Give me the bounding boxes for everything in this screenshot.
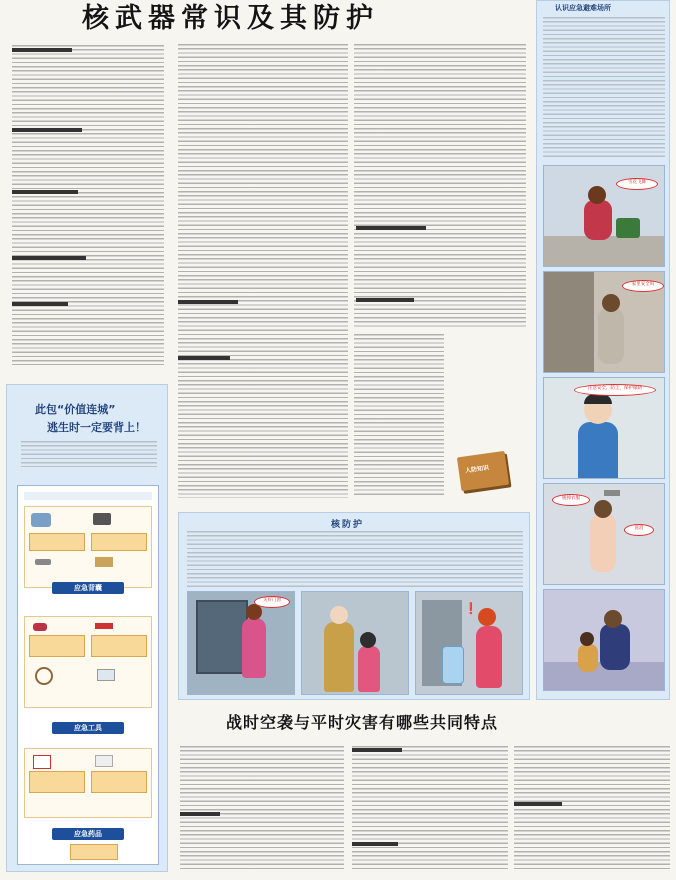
child-head [360, 632, 376, 648]
person-figure [578, 422, 618, 479]
cartoon-drinking-water [415, 591, 523, 695]
whistle-icon [33, 623, 47, 631]
article-text [12, 45, 164, 365]
subheading-bar [12, 256, 86, 260]
adult-head [330, 606, 348, 624]
subheading-bar [180, 812, 220, 816]
right-column-box [536, 0, 670, 700]
book-label: 人防知识 [464, 464, 490, 475]
person-head [602, 294, 620, 312]
bottom-col-3-text [514, 746, 670, 872]
item-callout [29, 635, 85, 657]
subheading-bar [178, 356, 230, 360]
center-col-2-text [354, 44, 526, 328]
box-intro-text [21, 441, 157, 467]
speech-bubble: 关好门窗 [254, 596, 290, 608]
cartoon-wearing-mask [301, 591, 409, 695]
item-callout [91, 533, 147, 551]
center-col-2-lower-text [354, 334, 444, 498]
nuclear-protection-panel [178, 512, 530, 700]
floor-shape [544, 236, 665, 267]
child-figure [578, 644, 598, 672]
cartoon-man-goggles [543, 377, 665, 479]
book-illustration [455, 448, 513, 494]
box-headline-2: 逃生时一定要背上！ [47, 421, 146, 434]
person-figure [598, 308, 624, 364]
person-figure [590, 514, 616, 572]
subheading-bar [12, 128, 82, 132]
person-figure [242, 618, 266, 678]
knife-icon [95, 623, 113, 629]
banner-medicine: 应急药品 [52, 828, 124, 840]
item-group-2 [24, 616, 152, 708]
blanket-icon [95, 557, 113, 567]
person-figure [584, 200, 612, 240]
subheading-bar [356, 226, 426, 230]
banner-tools: 应急工具 [52, 722, 124, 734]
emergency-bag-box [6, 384, 168, 872]
bottom-col-1-text [180, 746, 344, 872]
banner-bag: 应急背囊 [52, 582, 124, 594]
mask-icon [97, 669, 115, 681]
child-figure [358, 646, 380, 692]
left-text-column [6, 42, 166, 372]
right-column-title: 认识应急避难场所 [555, 4, 611, 12]
subheading-bar [12, 190, 78, 194]
adult-figure [600, 624, 630, 670]
bag-illustration-frame [17, 485, 159, 865]
cartoon-family-sheltering [543, 589, 665, 691]
adult-head [604, 610, 622, 628]
speech-bubble: 雪花飞舞 [616, 178, 658, 190]
item-callout [91, 771, 147, 793]
medicine-icon [33, 755, 51, 769]
shower-head [604, 490, 620, 496]
person-head [588, 186, 606, 204]
water-jug [442, 646, 464, 684]
subheading-bar [352, 748, 402, 752]
window-shape [196, 600, 248, 674]
subheading-bar [356, 298, 414, 302]
speech-bubble: 洗消 [624, 524, 654, 536]
person-head [594, 500, 612, 518]
backpack-icon [31, 513, 51, 527]
subheading-bar [352, 842, 398, 846]
person-figure [476, 626, 502, 688]
item-callout [70, 844, 118, 860]
rope-icon [35, 667, 53, 685]
adult-figure [324, 622, 354, 692]
item-group-1 [24, 506, 152, 588]
luggage-icon [616, 218, 640, 238]
item-group-3 [24, 748, 152, 818]
center-col-1-text [178, 44, 348, 498]
subheading-bar [12, 48, 72, 52]
bandage-icon [95, 755, 113, 767]
subheading-bar [178, 300, 238, 304]
cartoon-sitting-luggage [543, 165, 665, 267]
cartoon-closing-window [187, 591, 295, 695]
radio-icon [93, 513, 111, 525]
right-column-text [543, 17, 665, 159]
subheading-bar [514, 802, 562, 806]
speech-bubble: 家里安全吗 [622, 280, 664, 292]
frame-caption-bar [24, 492, 152, 500]
panel-title: 核防护 [331, 520, 365, 530]
child-head [580, 632, 594, 646]
box-headline-1: 此包“价值连城” [35, 403, 116, 416]
cartoon-house-interior [543, 271, 665, 373]
flashlight-icon [35, 559, 51, 565]
item-callout [29, 533, 85, 551]
speech-bubble: 注意安全，防尘，保护眼睛 [574, 384, 656, 396]
panel-intro-text [187, 531, 523, 587]
subheading-bar [12, 302, 68, 306]
item-callout [29, 771, 85, 793]
speech-bubble: 脱掉衣服 [552, 494, 590, 506]
cartoon-showering [543, 483, 665, 585]
wall-shape [544, 272, 594, 373]
bottom-col-2-text [352, 746, 508, 872]
main-title: 核武器常识及其防护 [82, 3, 379, 34]
person-head [478, 608, 496, 626]
warning-glyph: ❗ [464, 602, 478, 615]
item-callout [91, 635, 147, 657]
bottom-title: 战时空袭与平时灾害有哪些共同特点 [226, 713, 499, 732]
